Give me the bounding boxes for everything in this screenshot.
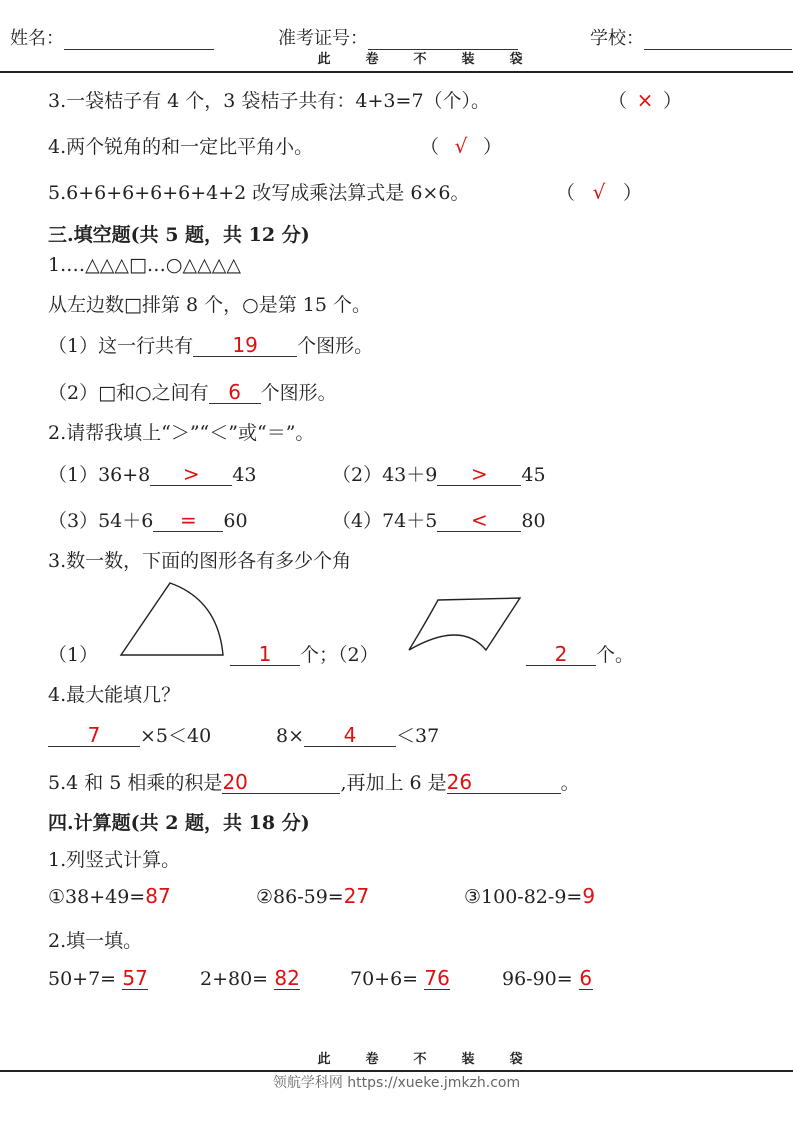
s3-q1-part2-answer: 6 bbox=[209, 381, 261, 404]
s3-q1-part2: （2）□和○之间有 6 个图形。 bbox=[48, 380, 337, 404]
s4-q2-title: 2.填一填。 bbox=[48, 930, 143, 952]
s3-q5-answer2: 26 bbox=[447, 771, 561, 794]
s3-q3-p1-label: （1） bbox=[48, 644, 99, 666]
school-header bbox=[590, 24, 792, 50]
s4-q1-title: 1.列竖式计算。 bbox=[48, 849, 181, 871]
s3-q4-a-answer: 7 bbox=[48, 724, 140, 747]
s3-q5-answer1: 20 bbox=[222, 771, 340, 794]
judge-q4: 4.两个锐角的和一定比平角小。 bbox=[48, 136, 314, 158]
s3-q4-b-answer: 4 bbox=[304, 724, 396, 747]
s3-q2-d-answer: < bbox=[437, 509, 521, 532]
judge-q3: 3.一袋桔子有 4 个，3 袋桔子共有：4+3=7（个）。 bbox=[48, 90, 491, 112]
section4-title: 四.计算题(共 2 题，共 18 分) bbox=[48, 812, 310, 834]
s4-q1-a-answer: 87 bbox=[145, 884, 171, 908]
judge-q5: 5.6+6+6+6+6+4+2 改写成乘法算式是 6×6。 bbox=[48, 182, 470, 204]
school-label: 学校： bbox=[590, 28, 644, 49]
s4-q1-a: ①38+49=87 bbox=[48, 884, 171, 908]
s4-q2-b: 2+80= 82 bbox=[200, 966, 300, 990]
s3-q2-a-answer: > bbox=[150, 463, 232, 486]
s4-q2-c-answer: 76 bbox=[424, 966, 450, 990]
s3-q4-title: 4.最大能填几？ bbox=[48, 684, 181, 706]
curved-quad-shape bbox=[409, 598, 520, 650]
binding-seal-top: 此 卷 不 装 袋 bbox=[317, 52, 523, 67]
judge-q3-answer: （ × ） bbox=[608, 88, 683, 112]
footer-watermark: 领航学科网 https://xueke.jmkzh.com bbox=[272, 1075, 521, 1091]
s4-q2-a-answer: 57 bbox=[122, 966, 148, 990]
sector-shape bbox=[121, 583, 223, 655]
s4-q1-c-answer: 9 bbox=[582, 884, 596, 908]
s3-q1-part1: （1）这一行共有 19 个图形。 bbox=[48, 333, 374, 357]
s3-q3-answers: 1 个；（2） bbox=[230, 640, 379, 667]
judge-q5-mark: √ bbox=[592, 180, 606, 204]
section3-title: 三.填空题(共 5 题，共 12 分) bbox=[48, 224, 310, 246]
s4-q2-d-answer: 6 bbox=[579, 966, 593, 990]
s3-q4-a: 7 ×5＜40 bbox=[48, 721, 211, 748]
judge-q5-answer: （ √ ） bbox=[556, 180, 643, 204]
exam-number-field[interactable] bbox=[368, 29, 518, 50]
s3-q3-part1-answer: 1 bbox=[230, 643, 300, 666]
s4-q2-b-answer: 82 bbox=[274, 966, 300, 990]
s3-q1-line2: 从左边数□排第 8 个，○是第 15 个。 bbox=[48, 294, 371, 316]
s3-q5: 5.4 和 5 相乘的积是20 ,再加上 6 是26 。 bbox=[48, 770, 580, 794]
s4-q1-b-answer: 27 bbox=[343, 884, 370, 908]
s4-q2-c: 70+6= 76 bbox=[350, 966, 450, 990]
school-field[interactable] bbox=[644, 29, 792, 50]
s3-q2-c: （3）54＋6 = 60 bbox=[48, 508, 248, 532]
s3-q1-part1-answer: 19 bbox=[193, 334, 297, 357]
s3-q2-c-answer: = bbox=[153, 509, 223, 532]
exam-number-header bbox=[278, 24, 518, 50]
sector-shape-figure bbox=[118, 580, 228, 660]
s3-q1-line1: 1.…△△△□…○△△△△ bbox=[48, 254, 241, 276]
s4-q2-a: 50+7= 57 bbox=[48, 966, 148, 990]
name-label: 姓名： bbox=[10, 28, 64, 49]
judge-q4-mark: √ bbox=[454, 134, 468, 158]
s3-q2-b: （2）43＋9 > 45 bbox=[332, 462, 546, 486]
s3-q2-d: （4）74＋5 < 80 bbox=[332, 508, 546, 532]
s3-q2-title: 2.请帮我填上“＞”“＜”或“＝”。 bbox=[48, 422, 315, 444]
s3-q3-part2: 2 个。 bbox=[526, 640, 634, 667]
exam-number-label: 准考证号： bbox=[278, 28, 368, 49]
student-info-header bbox=[10, 24, 214, 50]
name-field[interactable] bbox=[64, 29, 214, 50]
judge-q4-answer: （ √ ） bbox=[420, 134, 503, 158]
judge-q3-mark: × bbox=[636, 88, 654, 112]
s3-q3-title: 3.数一数，下面的图形各有多少个角 bbox=[48, 550, 352, 572]
s3-q2-a: （1）36+8 > 43 bbox=[48, 462, 257, 486]
s3-q3-part2-answer: 2 bbox=[526, 643, 596, 666]
s4-q2-d: 96-90= 6 bbox=[502, 966, 593, 990]
curved-quad-shape-figure bbox=[406, 592, 526, 656]
s3-q4-b: 8× 4 ＜37 bbox=[276, 723, 440, 747]
s4-q1-c: ③100-82-9=9 bbox=[464, 884, 596, 908]
binding-seal-bottom: 此 卷 不 装 袋 bbox=[317, 1052, 523, 1067]
s4-q1-b: ②86-59=27 bbox=[256, 884, 370, 908]
header-divider bbox=[0, 71, 793, 73]
s3-q2-b-answer: > bbox=[437, 463, 521, 486]
